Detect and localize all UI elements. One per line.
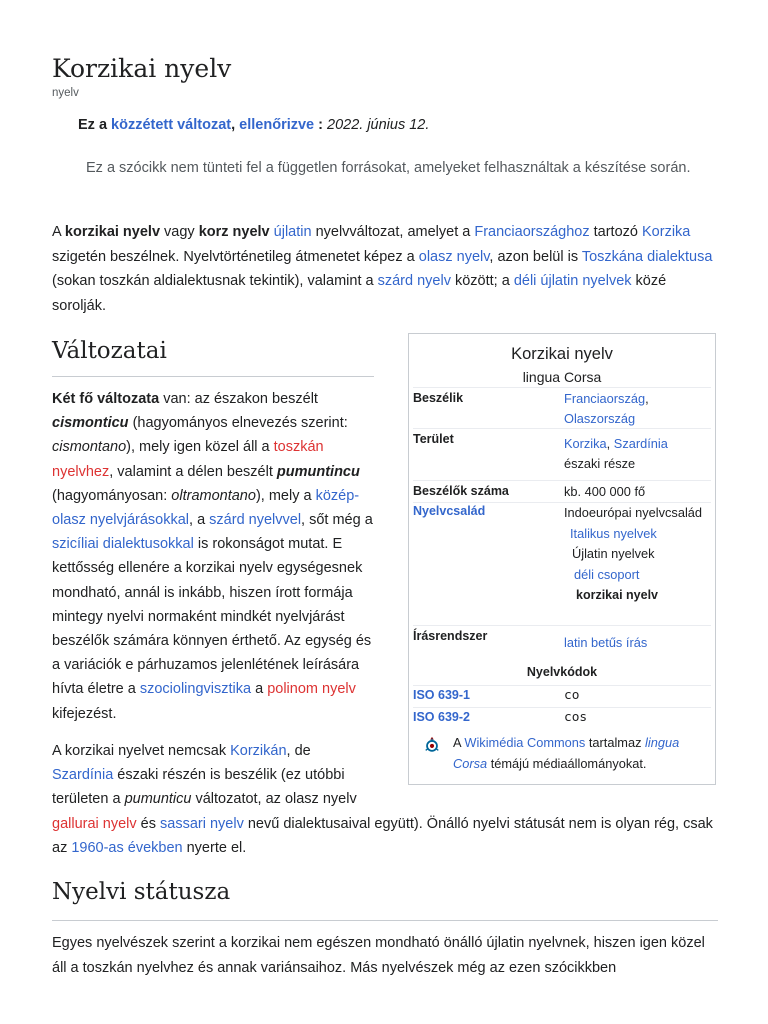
link-szardinia-ib[interactable]: Szardínia bbox=[613, 436, 668, 451]
link-polinom-nyelv[interactable]: polinom nyelv bbox=[267, 681, 356, 698]
link-italikus[interactable]: Italikus nyelvek bbox=[570, 525, 657, 541]
infobox-row-script: Írásrendszer latin betűs írás bbox=[413, 625, 711, 660]
heading-divider bbox=[52, 376, 374, 377]
link-latin-iras[interactable]: latin betűs írás bbox=[564, 635, 648, 650]
infobox-row-speakers: Beszélik Franciaország, Olaszország bbox=[413, 387, 711, 428]
link-kozep-olasz[interactable]: közép-olasz nyelvjárásokkal bbox=[52, 487, 360, 529]
link-szard-nyelvvel[interactable]: szárd nyelvvel bbox=[209, 512, 302, 529]
link-deli-csoport[interactable]: déli csoport bbox=[574, 566, 640, 582]
section-heading-nyelvi-statusza: Nyelvi státusza bbox=[52, 879, 231, 905]
infobox-row-iso2: ISO 639-2 cos bbox=[413, 707, 711, 729]
review-date: 2022. június 12. bbox=[327, 117, 430, 133]
link-korzika-ib[interactable]: Korzika bbox=[564, 436, 607, 451]
link-iso-639-2[interactable]: ISO 639-2 bbox=[413, 710, 470, 724]
infobox-row-family: Nyelvcsalád Indoeurópai nyelvcsalád Italikus nyelvek Újlatin nyelvek déli csoport korzikai nyelv bbox=[413, 502, 711, 631]
link-lingua-corsa[interactable]: lingua Corsa bbox=[453, 735, 680, 771]
link-franciaorszag-ib[interactable]: Franciaország bbox=[564, 391, 646, 406]
link-olaszorszag-ib[interactable]: Olaszország bbox=[564, 410, 636, 426]
link-szard-nyelv[interactable]: szárd nyelv bbox=[377, 273, 451, 289]
link-deli-ujlatin[interactable]: déli újlatin nyelvek bbox=[513, 273, 632, 289]
link-szociolingvisztika[interactable]: szociolingvisztika bbox=[139, 681, 252, 698]
wikimedia-commons-icon bbox=[423, 736, 441, 754]
link-olasz-nyelv[interactable]: olasz nyelv bbox=[418, 248, 490, 265]
review-status: Ez a közzétett változat, ellenőrizve : 2022. június 12. bbox=[78, 117, 430, 133]
link-sziciliai[interactable]: szicíliai dialektusokkal bbox=[52, 536, 194, 553]
link-korzikan[interactable]: Korzikán bbox=[230, 743, 287, 759]
infobox-row-iso1: ISO 639-1 co bbox=[413, 685, 711, 707]
page-subtitle: nyelv bbox=[52, 87, 79, 99]
published-version-link[interactable]: közzétett változat bbox=[111, 117, 232, 133]
infobox-row-count: Beszélők száma kb. 400 000 fő bbox=[413, 480, 711, 503]
section-heading-valtozatai: Változatai bbox=[52, 338, 167, 364]
link-sassari[interactable]: sassari nyelv bbox=[160, 815, 244, 832]
reviewed-link[interactable]: ellenőrizve bbox=[239, 117, 315, 133]
link-toszkana-dialektusa[interactable]: Toszkána dialektusa bbox=[581, 248, 713, 265]
heading-divider bbox=[52, 920, 718, 921]
commons-notice: A Wikimédia Commons tartalmaz lingua Corsa témájú médiaállományokat. bbox=[423, 733, 713, 774]
link-franciaorszag[interactable]: Franciaországhoz bbox=[474, 224, 590, 240]
link-1960[interactable]: 1960-as években bbox=[71, 839, 183, 856]
intro-paragraph: A korzikai nyelv vagy korz nyelv újlatin nyelvváltozat, amelyet a Franciaországhoz tartozó Korzika szigetén beszélnek. Nyelvtörténetileg átmenetet képez a olasz nyelv, azon belül is Toszkána dialektusa (sokan toszkán aldialektusnak tekintik), valamint a szárd nyelv között; a déli újlatin nyelvek közé sorolják. bbox=[52, 224, 713, 314]
page-title: Korzikai nyelv bbox=[52, 54, 232, 83]
link-toszkan-nyelv[interactable]: toszkán nyelvhez bbox=[52, 439, 324, 480]
sardinia-paragraph: A korzikai nyelvet nemcsak Korzikán, de Szardínia északi részén is beszélik (ez utóbbi területen a pumunticu változatot, az olasz nyelv gallurai nyelv és sassari nyelv nevű dialektusaival együtt). Önálló nyelvi státusát nem is olyan rég, csak az 1960-as években nyerte el. bbox=[52, 743, 713, 856]
infobox bbox=[408, 333, 716, 785]
infobox-row-area: Terület Korzika, Szardínia északi része bbox=[413, 428, 711, 479]
link-gallurai[interactable]: gallurai nyelv bbox=[52, 815, 137, 832]
variants-paragraph: Két fő változata van: az északon beszélt cismonticu (hagyományos elnevezés szerint: cismontano), mely igen közel áll a toszkán nyelvhez, valamint a délen beszélt pumuntincu (hagyományosan: oltramontano), mely a közép-olasz nyelvjárásokkal, a szárd nyelvvel, sőt még a szicíliai dialektusokkal is rokonságot mutat. E kettősség ellenére a korzikai nyelv egységesnek mondható, annál is inkább, hiszen írott formája mintegy nyelvi normaként mindkét nyelvjárást beszélők számára könnyen érthető. Az egység és a variációk e párhuzamos jelenlétének leírására hívta életre a szociolingvisztika a polinom nyelv kifejezést. bbox=[52, 391, 373, 722]
link-szardinia[interactable]: Szardínia bbox=[52, 767, 114, 784]
infobox-title: Korzikai nyelv bbox=[511, 345, 613, 363]
infobox-subtitle: lingua Corsa bbox=[522, 369, 602, 385]
link-nyelvcsalad[interactable]: Nyelvcsalád bbox=[413, 504, 486, 518]
infobox-codes-heading: Nyelvkódok bbox=[526, 665, 598, 679]
link-ujlatin[interactable]: újlatin bbox=[273, 224, 312, 240]
status-paragraph: Egyes nyelvészek szerint a korzikai nem egészen mondható önálló újlatin nyelvnek, hiszen igen közel áll a toszkán nyelvhez és annak variánsaihoz. Más nyelvészek még az ezen szócikkben bbox=[52, 935, 705, 976]
link-korzika[interactable]: Korzika bbox=[642, 224, 691, 240]
link-wikimedia-commons[interactable]: Wikimédia Commons bbox=[464, 735, 586, 750]
sources-notice: Ez a szócikk nem tünteti fel a független forrásokat, amelyeket felhasználtak a készítése során. bbox=[86, 160, 691, 176]
link-iso-639-1[interactable]: ISO 639-1 bbox=[413, 688, 470, 702]
